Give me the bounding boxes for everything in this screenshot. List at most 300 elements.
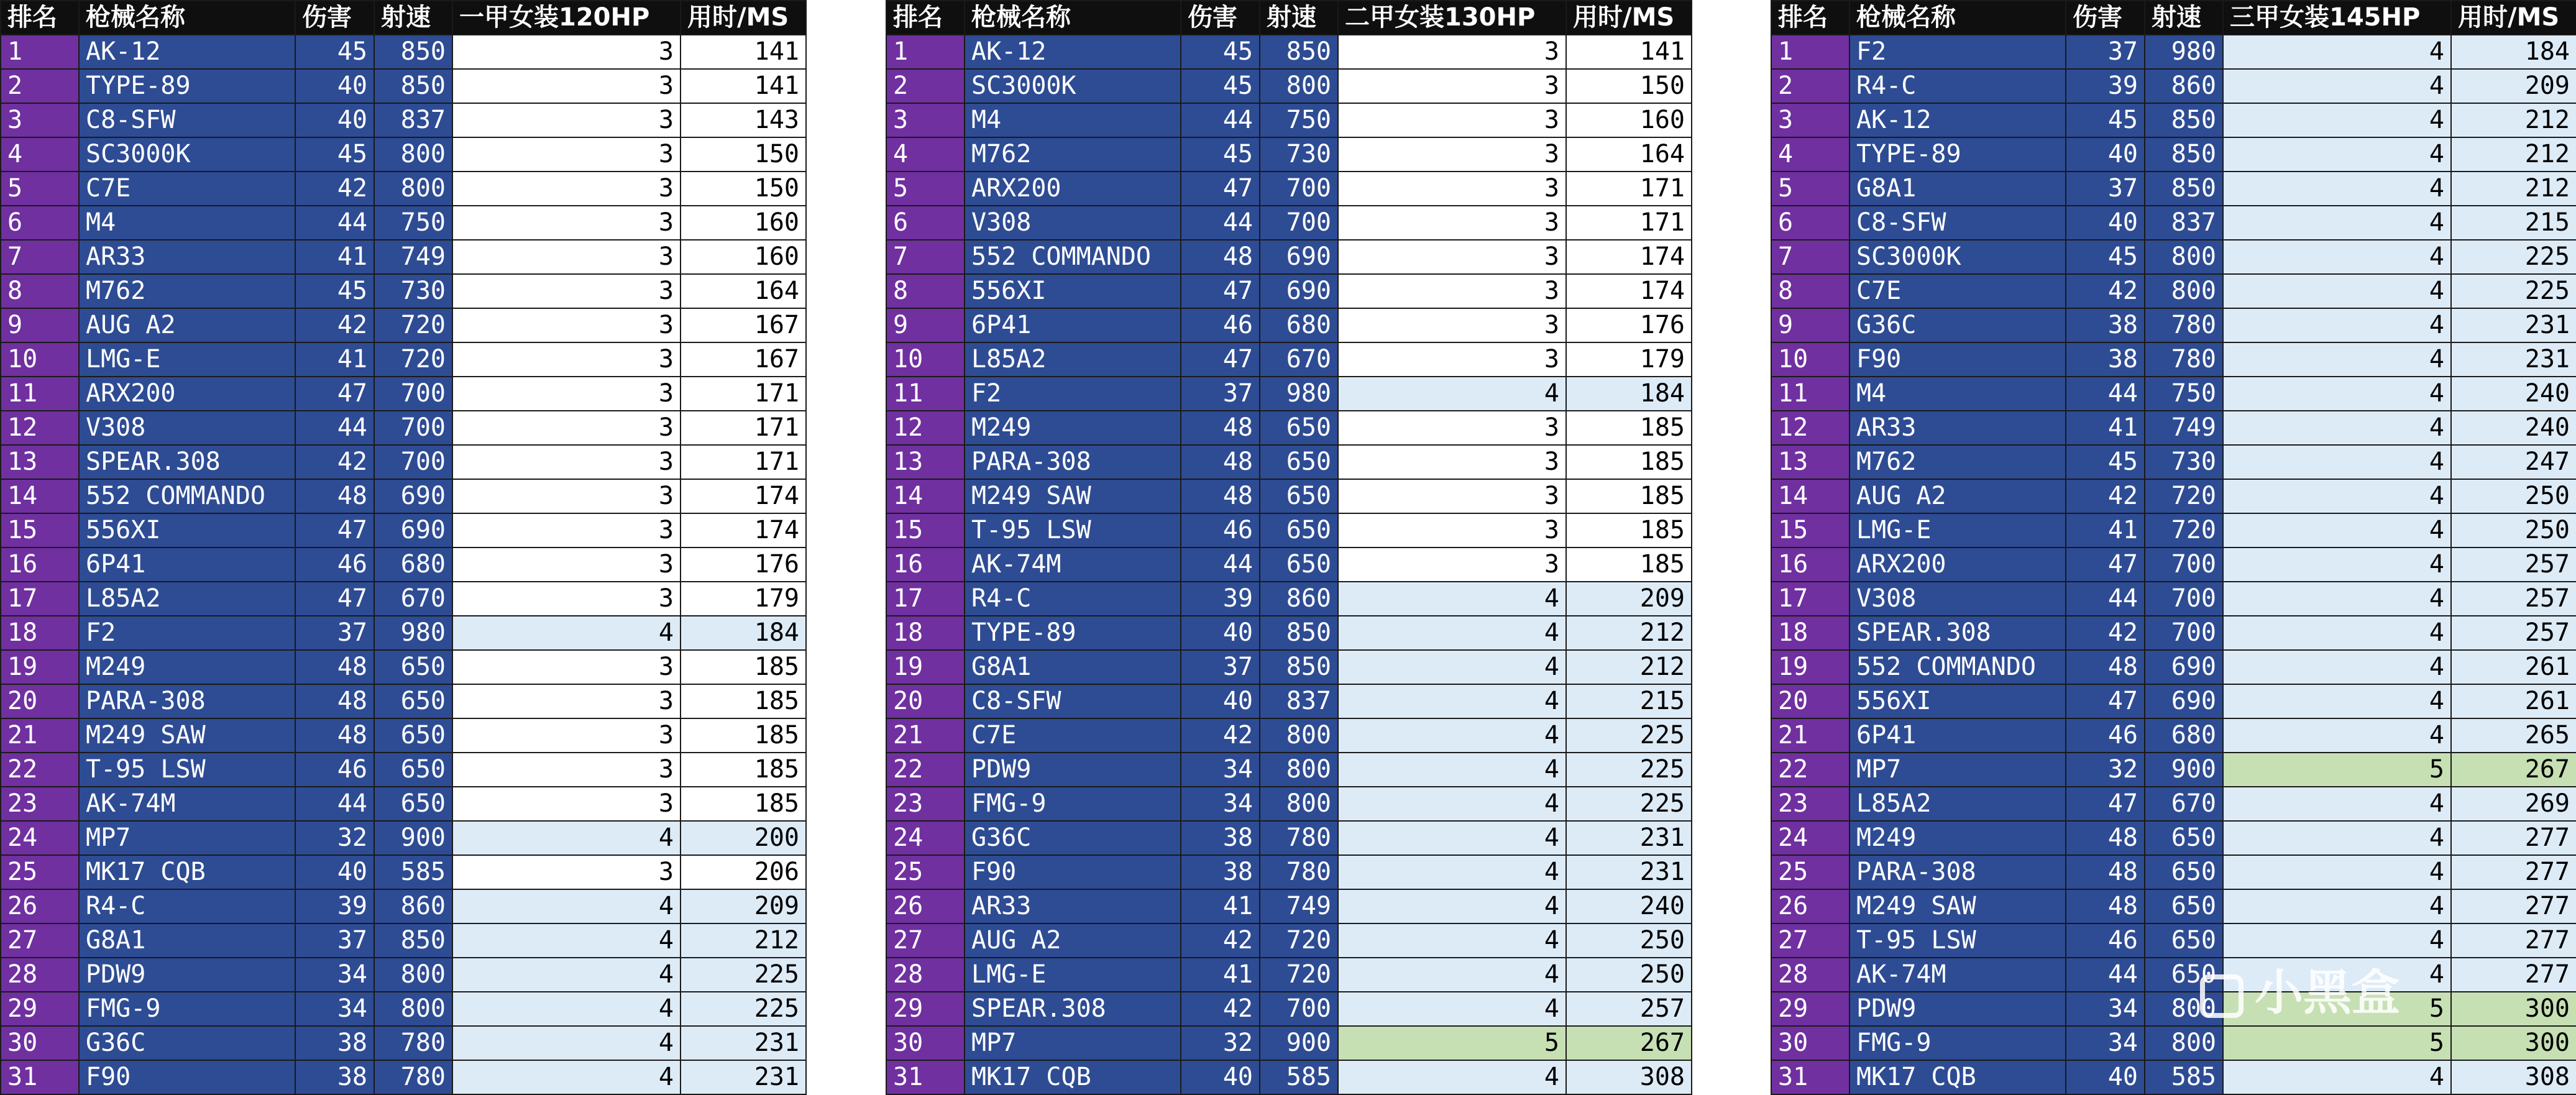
rank-cell: 2: [1771, 69, 1849, 103]
gun-name-cell: PARA-308: [79, 684, 295, 718]
time-ms-cell: 141: [681, 35, 806, 69]
damage-cell: 45: [2066, 240, 2145, 274]
time-ms-cell: 164: [1566, 137, 1692, 172]
hits-cell: 4: [2223, 35, 2451, 69]
table-row: [1771, 411, 2576, 445]
hits-cell: 3: [452, 69, 681, 103]
rank-cell: 27: [1771, 923, 1849, 958]
time-ms-cell: 185: [1566, 479, 1692, 513]
damage-cell: 40: [1181, 1060, 1260, 1094]
rank-cell: 13: [886, 445, 965, 479]
gun-name-cell: AK-74M: [1849, 958, 2066, 992]
time-ms-cell: 179: [681, 582, 806, 616]
time-ms-cell: 167: [681, 342, 806, 377]
fire-rate-cell: 800: [374, 958, 452, 992]
damage-cell: 45: [1181, 69, 1260, 103]
header-fire-rate: 射速: [1260, 1, 1338, 35]
rank-cell: 18: [1, 616, 79, 650]
hits-cell: 4: [2223, 650, 2451, 684]
table-row: [1771, 103, 2576, 137]
rank-cell: 11: [1, 377, 79, 411]
gun-name-cell: PDW9: [1849, 992, 2066, 1026]
fire-rate-cell: 860: [2145, 69, 2223, 103]
damage-cell: 40: [295, 855, 374, 889]
rank-cell: 8: [1, 274, 79, 308]
damage-cell: 47: [1181, 172, 1260, 206]
fire-rate-cell: 650: [374, 718, 452, 753]
gun-name-cell: MP7: [79, 821, 295, 855]
table-row: [1, 650, 806, 684]
rank-cell: 31: [1, 1060, 79, 1094]
time-ms-cell: 300: [2451, 992, 2576, 1026]
fire-rate-cell: 700: [2145, 616, 2223, 650]
rank-cell: 15: [1771, 513, 1849, 548]
rank-cell: 4: [1, 137, 79, 172]
hits-cell: 4: [452, 1060, 681, 1094]
damage-cell: 42: [1181, 992, 1260, 1026]
gun-name-cell: LMG-E: [965, 958, 1181, 992]
rank-cell: 28: [886, 958, 965, 992]
hits-cell: 3: [452, 206, 681, 240]
rank-cell: 22: [1, 753, 79, 787]
rank-cell: 23: [1771, 787, 1849, 821]
damage-cell: 47: [295, 377, 374, 411]
gun-name-cell: 556XI: [79, 513, 295, 548]
hits-cell: 4: [2223, 958, 2451, 992]
table-row: [886, 411, 1692, 445]
time-ms-cell: 174: [681, 513, 806, 548]
rank-cell: 16: [1771, 548, 1849, 582]
fire-rate-cell: 850: [1260, 35, 1338, 69]
time-ms-cell: 185: [1566, 411, 1692, 445]
table-row: [886, 753, 1692, 787]
table-row: [886, 206, 1692, 240]
hits-cell: 3: [452, 582, 681, 616]
damage-cell: 45: [295, 274, 374, 308]
header-fire-rate: 射速: [374, 1, 452, 35]
gun-name-cell: AUG A2: [1849, 479, 2066, 513]
gun-name-cell: F90: [1849, 342, 2066, 377]
time-ms-cell: 225: [681, 958, 806, 992]
damage-cell: 48: [1181, 411, 1260, 445]
rank-cell: 13: [1771, 445, 1849, 479]
table-row: [886, 172, 1692, 206]
table-row: [1, 1026, 806, 1060]
table-row: [1771, 787, 2576, 821]
hits-cell: 4: [2223, 137, 2451, 172]
time-ms-cell: 212: [2451, 137, 2576, 172]
rank-cell: 1: [886, 35, 965, 69]
damage-cell: 48: [1181, 445, 1260, 479]
table-row: [886, 35, 1692, 69]
time-ms-cell: 174: [1566, 274, 1692, 308]
time-ms-cell: 240: [2451, 377, 2576, 411]
gun-name-cell: C8-SFW: [79, 103, 295, 137]
rank-cell: 22: [886, 753, 965, 787]
damage-cell: 41: [295, 342, 374, 377]
gun-name-cell: PDW9: [79, 958, 295, 992]
gun-name-cell: M4: [965, 103, 1181, 137]
damage-cell: 37: [1181, 377, 1260, 411]
fire-rate-cell: 690: [374, 513, 452, 548]
watermark-text: 小黑盒: [2255, 965, 2401, 1021]
fire-rate-cell: 800: [374, 172, 452, 206]
rank-cell: 20: [1771, 684, 1849, 718]
damage-cell: 34: [1181, 787, 1260, 821]
damage-cell: 41: [1181, 958, 1260, 992]
table-row: [886, 923, 1692, 958]
time-ms-cell: 212: [681, 923, 806, 958]
rank-cell: 30: [1771, 1026, 1849, 1060]
rank-cell: 29: [1771, 992, 1849, 1026]
table-row: [1, 308, 806, 342]
table-row: [886, 958, 1692, 992]
rank-cell: 16: [886, 548, 965, 582]
time-ms-cell: 225: [681, 992, 806, 1026]
gun-name-cell: C8-SFW: [1849, 206, 2066, 240]
damage-cell: 44: [295, 206, 374, 240]
table-row: [1771, 650, 2576, 684]
header-time-ms: 用时/MS: [1566, 1, 1692, 35]
rank-cell: 29: [1, 992, 79, 1026]
fire-rate-cell: 749: [374, 240, 452, 274]
time-ms-cell: 250: [1566, 923, 1692, 958]
hits-cell: 4: [1338, 684, 1566, 718]
gun-name-cell: M249: [965, 411, 1181, 445]
gun-name-cell: T-95 LSW: [1849, 923, 2066, 958]
time-ms-cell: 250: [1566, 958, 1692, 992]
fire-rate-cell: 690: [2145, 650, 2223, 684]
damage-cell: 34: [1181, 753, 1260, 787]
hits-cell: 4: [2223, 69, 2451, 103]
rank-cell: 17: [886, 582, 965, 616]
rank-cell: 17: [1771, 582, 1849, 616]
table-row: [886, 513, 1692, 548]
time-ms-cell: 184: [2451, 35, 2576, 69]
gun-name-cell: 6P41: [79, 548, 295, 582]
damage-cell: 34: [2066, 1026, 2145, 1060]
gun-name-cell: FMG-9: [79, 992, 295, 1026]
fire-rate-cell: 650: [1260, 479, 1338, 513]
table-row: [1, 479, 806, 513]
damage-cell: 46: [2066, 718, 2145, 753]
damage-cell: 48: [1181, 479, 1260, 513]
time-ms-cell: 171: [1566, 206, 1692, 240]
table-row: [886, 274, 1692, 308]
hits-cell: 4: [2223, 616, 2451, 650]
header-damage: 伤害: [2066, 1, 2145, 35]
fire-rate-cell: 800: [2145, 1026, 2223, 1060]
gun-name-cell: MK17 CQB: [965, 1060, 1181, 1094]
damage-cell: 40: [1181, 616, 1260, 650]
table-row: [1, 240, 806, 274]
hits-cell: 4: [1338, 650, 1566, 684]
rank-cell: 23: [1, 787, 79, 821]
rank-cell: 7: [886, 240, 965, 274]
hits-cell: 4: [2223, 513, 2451, 548]
fire-rate-cell: 800: [2145, 240, 2223, 274]
gun-name-cell: L85A2: [79, 582, 295, 616]
damage-cell: 40: [295, 103, 374, 137]
fire-rate-cell: 690: [374, 479, 452, 513]
rank-cell: 13: [1, 445, 79, 479]
damage-cell: 46: [2066, 923, 2145, 958]
header-rank: 排名: [1, 1, 79, 35]
gun-name-cell: PARA-308: [1849, 855, 2066, 889]
table-row: [1771, 513, 2576, 548]
gun-name-cell: C7E: [1849, 274, 2066, 308]
hits-cell: 3: [452, 753, 681, 787]
time-ms-cell: 185: [681, 787, 806, 821]
fire-rate-cell: 690: [1260, 274, 1338, 308]
gun-name-cell: SC3000K: [1849, 240, 2066, 274]
rank-cell: 3: [886, 103, 965, 137]
gun-name-cell: AK-12: [965, 35, 1181, 69]
gun-name-cell: SC3000K: [79, 137, 295, 172]
hits-cell: 4: [2223, 411, 2451, 445]
table-row: [886, 548, 1692, 582]
header-time-ms: 用时/MS: [681, 1, 806, 35]
time-ms-cell: 160: [681, 240, 806, 274]
hits-cell: 4: [452, 1026, 681, 1060]
gun-name-cell: 552 COMMANDO: [79, 479, 295, 513]
table-row: [886, 479, 1692, 513]
time-ms-cell: 184: [1566, 377, 1692, 411]
table-row: [1, 377, 806, 411]
header-gun-name: 枪械名称: [965, 1, 1181, 35]
gun-name-cell: G8A1: [79, 923, 295, 958]
hits-cell: 4: [2223, 923, 2451, 958]
gun-name-cell: V308: [1849, 582, 2066, 616]
rank-cell: 1: [1771, 35, 1849, 69]
rank-cell: 26: [1771, 889, 1849, 923]
gun-name-cell: 556XI: [965, 274, 1181, 308]
damage-cell: 47: [2066, 684, 2145, 718]
gun-name-cell: MK17 CQB: [79, 855, 295, 889]
time-ms-cell: 185: [681, 753, 806, 787]
damage-cell: 46: [295, 753, 374, 787]
table-row: [1771, 616, 2576, 650]
gun-name-cell: M249: [79, 650, 295, 684]
damage-cell: 45: [2066, 103, 2145, 137]
fire-rate-cell: 749: [1260, 889, 1338, 923]
hits-cell: 5: [2223, 753, 2451, 787]
hits-cell: 4: [1338, 821, 1566, 855]
gun-name-cell: R4-C: [1849, 69, 2066, 103]
rank-cell: 25: [1, 855, 79, 889]
table-row: [1, 718, 806, 753]
table-row: [886, 787, 1692, 821]
hits-cell: 4: [1338, 855, 1566, 889]
hits-cell: 4: [2223, 582, 2451, 616]
fire-rate-cell: 670: [1260, 342, 1338, 377]
time-ms-cell: 247: [2451, 445, 2576, 479]
hits-cell: 3: [452, 411, 681, 445]
rank-cell: 21: [1771, 718, 1849, 753]
damage-cell: 42: [295, 172, 374, 206]
damage-cell: 46: [1181, 513, 1260, 548]
table-row: [1, 274, 806, 308]
damage-cell: 39: [2066, 69, 2145, 103]
damage-cell: 40: [2066, 137, 2145, 172]
damage-cell: 45: [2066, 445, 2145, 479]
gun-name-cell: 552 COMMANDO: [1849, 650, 2066, 684]
fire-rate-cell: 980: [374, 616, 452, 650]
gun-name-cell: TYPE-89: [1849, 137, 2066, 172]
fire-rate-cell: 700: [374, 411, 452, 445]
header-armor-level: 二甲女装130HP: [1338, 1, 1566, 35]
fire-rate-cell: 800: [1260, 718, 1338, 753]
fire-rate-cell: 720: [1260, 958, 1338, 992]
hits-cell: 3: [1338, 240, 1566, 274]
table-row: [1, 172, 806, 206]
damage-cell: 47: [1181, 342, 1260, 377]
table-header-row: [1, 1, 806, 35]
rank-cell: 21: [1, 718, 79, 753]
gun-name-cell: R4-C: [79, 889, 295, 923]
damage-cell: 44: [1181, 206, 1260, 240]
table-row: [1771, 274, 2576, 308]
table-row: [886, 308, 1692, 342]
time-ms-cell: 225: [1566, 718, 1692, 753]
hits-cell: 4: [452, 958, 681, 992]
damage-cell: 42: [2066, 479, 2145, 513]
gun-name-cell: AK-74M: [79, 787, 295, 821]
hits-cell: 4: [1338, 1060, 1566, 1094]
hits-cell: 3: [452, 718, 681, 753]
hits-cell: 3: [1338, 172, 1566, 206]
hits-cell: 3: [452, 377, 681, 411]
fire-rate-cell: 700: [1260, 206, 1338, 240]
gun-name-cell: AR33: [79, 240, 295, 274]
gun-name-cell: SPEAR.308: [1849, 616, 2066, 650]
hits-cell: 3: [452, 479, 681, 513]
damage-cell: 42: [295, 445, 374, 479]
fire-rate-cell: 850: [1260, 650, 1338, 684]
table-row: [1771, 240, 2576, 274]
fire-rate-cell: 650: [2145, 923, 2223, 958]
gun-name-cell: LMG-E: [79, 342, 295, 377]
time-ms-cell: 212: [2451, 172, 2576, 206]
fire-rate-cell: 850: [374, 923, 452, 958]
table-row: [1771, 684, 2576, 718]
hits-cell: 4: [452, 923, 681, 958]
gun-name-cell: F2: [1849, 35, 2066, 69]
damage-cell: 40: [295, 69, 374, 103]
hits-cell: 3: [1338, 445, 1566, 479]
rank-cell: 2: [1, 69, 79, 103]
time-ms-cell: 209: [681, 889, 806, 923]
header-damage: 伤害: [295, 1, 374, 35]
hits-cell: 4: [2223, 274, 2451, 308]
table-row: [886, 1060, 1692, 1094]
hits-cell: 4: [2223, 718, 2451, 753]
rank-cell: 2: [886, 69, 965, 103]
time-ms-cell: 231: [681, 1060, 806, 1094]
hits-cell: 3: [452, 240, 681, 274]
table-row: [1771, 958, 2576, 992]
rank-cell: 26: [886, 889, 965, 923]
damage-cell: 41: [295, 240, 374, 274]
time-ms-cell: 212: [1566, 616, 1692, 650]
table-row: [1, 103, 806, 137]
time-ms-cell: 185: [681, 684, 806, 718]
damage-cell: 48: [295, 684, 374, 718]
fire-rate-cell: 585: [2145, 1060, 2223, 1094]
damage-cell: 40: [1181, 684, 1260, 718]
rank-cell: 4: [886, 137, 965, 172]
time-ms-cell: 261: [2451, 650, 2576, 684]
fire-rate-cell: 750: [1260, 103, 1338, 137]
rank-cell: 15: [1, 513, 79, 548]
damage-cell: 37: [2066, 172, 2145, 206]
rank-cell: 8: [1771, 274, 1849, 308]
fire-rate-cell: 850: [2145, 137, 2223, 172]
time-ms-cell: 257: [2451, 548, 2576, 582]
time-ms-cell: 209: [2451, 69, 2576, 103]
time-ms-cell: 257: [2451, 582, 2576, 616]
hits-cell: 3: [452, 342, 681, 377]
time-ms-cell: 179: [1566, 342, 1692, 377]
rank-cell: 17: [1, 582, 79, 616]
gun-name-cell: SPEAR.308: [965, 992, 1181, 1026]
time-ms-cell: 171: [1566, 172, 1692, 206]
gun-name-cell: F90: [965, 855, 1181, 889]
rank-cell: 19: [886, 650, 965, 684]
fire-rate-cell: 680: [1260, 308, 1338, 342]
header-damage: 伤害: [1181, 1, 1260, 35]
fire-rate-cell: 650: [374, 684, 452, 718]
time-ms-cell: 265: [2451, 718, 2576, 753]
ranking-table-1: [0, 0, 807, 1095]
table-row: [886, 342, 1692, 377]
hits-cell: 4: [1338, 718, 1566, 753]
table-row: [1, 513, 806, 548]
damage-cell: 40: [2066, 206, 2145, 240]
rank-cell: 7: [1771, 240, 1849, 274]
hits-cell: 4: [2223, 821, 2451, 855]
table-row: [886, 137, 1692, 172]
hits-cell: 3: [1338, 513, 1566, 548]
hits-cell: 4: [1338, 753, 1566, 787]
time-ms-cell: 269: [2451, 787, 2576, 821]
fire-rate-cell: 850: [2145, 103, 2223, 137]
header-armor-level: 三甲女装145HP: [2223, 1, 2451, 35]
time-ms-cell: 240: [1566, 889, 1692, 923]
time-ms-cell: 184: [681, 616, 806, 650]
hits-cell: 4: [2223, 103, 2451, 137]
rank-cell: 3: [1771, 103, 1849, 137]
time-ms-cell: 225: [2451, 240, 2576, 274]
gun-name-cell: PDW9: [965, 753, 1181, 787]
fire-rate-cell: 837: [374, 103, 452, 137]
table-row: [1771, 137, 2576, 172]
fire-rate-cell: 690: [1260, 240, 1338, 274]
rank-cell: 1: [1, 35, 79, 69]
time-ms-cell: 277: [2451, 958, 2576, 992]
hits-cell: 4: [2223, 308, 2451, 342]
fire-rate-cell: 650: [374, 753, 452, 787]
table-row: [886, 855, 1692, 889]
rank-cell: 27: [1, 923, 79, 958]
hits-cell: 5: [2223, 992, 2451, 1026]
hits-cell: 4: [2223, 889, 2451, 923]
damage-cell: 37: [1181, 650, 1260, 684]
fire-rate-cell: 780: [374, 1026, 452, 1060]
table-row: [1771, 69, 2576, 103]
rank-cell: 24: [886, 821, 965, 855]
gun-name-cell: ARX200: [965, 172, 1181, 206]
